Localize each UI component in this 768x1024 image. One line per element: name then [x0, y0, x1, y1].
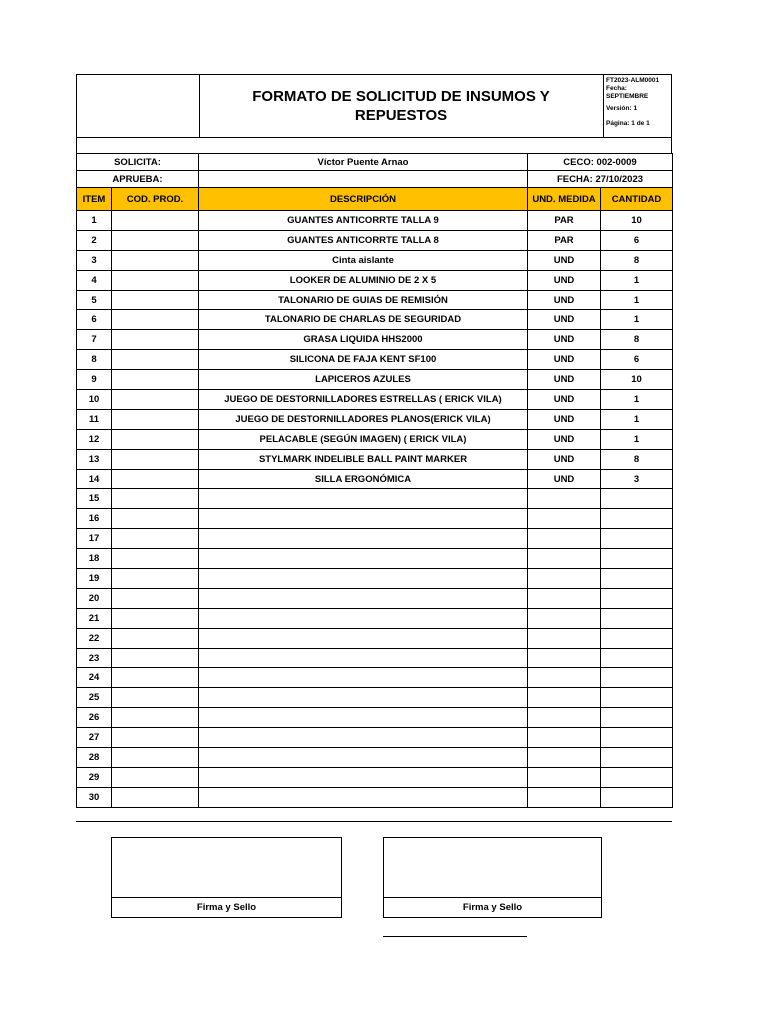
cell-und-medida: UND: [528, 390, 601, 410]
table-row: [77, 489, 673, 509]
cell-cantidad: [601, 668, 673, 688]
table-row: [77, 250, 673, 270]
cell-descripcion: SILICONA DE FAJA KENT SF100: [199, 350, 528, 370]
cell-item-number: 14: [77, 469, 112, 489]
cell-cantidad: [601, 748, 673, 768]
cell-item-number: 2: [77, 230, 112, 250]
cell-descripcion: LAPICEROS AZULES: [199, 370, 528, 390]
table-row: [77, 648, 673, 668]
table-row: [77, 390, 673, 410]
table-row: [77, 350, 673, 370]
cell-cod-prod: [112, 569, 199, 589]
cell-und-medida: [528, 549, 601, 569]
table-row: [77, 230, 673, 250]
cell-descripcion: Cinta aislante: [199, 250, 528, 270]
cell-cod-prod: [112, 509, 199, 529]
cell-und-medida: UND: [528, 469, 601, 489]
cell-cod-prod: [112, 290, 199, 310]
cell-descripcion: [199, 628, 528, 648]
table-row: [77, 529, 673, 549]
cell-cantidad: [601, 648, 673, 668]
cell-descripcion: [199, 688, 528, 708]
cell-descripcion: [199, 787, 528, 807]
solicita-row: [77, 154, 673, 171]
document-header: [76, 74, 672, 138]
fecha-value-cell: FECHA: 27/10/2023: [528, 171, 673, 188]
cell-descripcion: GRASA LIQUIDA HHS2000: [199, 330, 528, 350]
cell-cantidad: [601, 688, 673, 708]
cell-descripcion: [199, 569, 528, 589]
cell-item-number: 24: [77, 668, 112, 688]
document-code: FT2023-ALM0001: [606, 77, 660, 84]
cell-cantidad: [601, 708, 673, 728]
cell-und-medida: UND: [528, 449, 601, 469]
cell-item-number: 4: [77, 270, 112, 290]
cell-cantidad: [601, 767, 673, 787]
cell-item-number: 25: [77, 688, 112, 708]
cell-descripcion: LOOKER DE ALUMINIO DE 2 X 5: [199, 270, 528, 290]
column-header-descripcion: DESCRIPCIÓN: [199, 188, 528, 211]
cell-item-number: 7: [77, 330, 112, 350]
cell-und-medida: UND: [528, 310, 601, 330]
column-header-item: ITEM: [77, 188, 112, 211]
cell-und-medida: UND: [528, 290, 601, 310]
cell-item-number: 17: [77, 529, 112, 549]
cell-descripcion: [199, 767, 528, 787]
cell-cantidad: [601, 509, 673, 529]
table-row: [77, 211, 673, 231]
cell-und-medida: [528, 767, 601, 787]
cell-cantidad: 6: [601, 230, 673, 250]
table-row: [77, 290, 673, 310]
cell-item-number: 16: [77, 509, 112, 529]
cell-cantidad: 1: [601, 429, 673, 449]
table-header-row: [77, 188, 673, 211]
header-spacer: [76, 138, 672, 153]
cell-descripcion: JUEGO DE DESTORNILLADORES ESTRELLAS ( ERICK VILA): [199, 390, 528, 410]
cell-descripcion: [199, 668, 528, 688]
version-text: Versión: 1: [606, 105, 638, 112]
cell-cantidad: [601, 529, 673, 549]
cell-descripcion: [199, 529, 528, 549]
cell-cod-prod: [112, 250, 199, 270]
cell-cod-prod: [112, 449, 199, 469]
cell-cantidad: 1: [601, 270, 673, 290]
cell-und-medida: UND: [528, 330, 601, 350]
cell-und-medida: PAR: [528, 211, 601, 231]
cell-und-medida: [528, 708, 601, 728]
cell-item-number: 12: [77, 429, 112, 449]
cell-item-number: 26: [77, 708, 112, 728]
table-row: [77, 628, 673, 648]
cell-descripcion: [199, 708, 528, 728]
table-row: [77, 310, 673, 330]
cell-und-medida: [528, 688, 601, 708]
cell-descripcion: [199, 748, 528, 768]
cell-und-medida: UND: [528, 370, 601, 390]
cell-cantidad: 8: [601, 250, 673, 270]
cell-cod-prod: [112, 390, 199, 410]
table-row: [77, 469, 673, 489]
cell-cod-prod: [112, 409, 199, 429]
cell-und-medida: [528, 748, 601, 768]
cell-und-medida: UND: [528, 429, 601, 449]
cell-und-medida: PAR: [528, 230, 601, 250]
cell-und-medida: UND: [528, 409, 601, 429]
cell-cod-prod: [112, 270, 199, 290]
table-row: [77, 449, 673, 469]
cell-descripcion: GUANTES ANTICORRTE TALLA 9: [199, 211, 528, 231]
cell-cod-prod: [112, 211, 199, 231]
cell-descripcion: PELACABLE (SEGÚN IMAGEN) ( ERICK VILA): [199, 429, 528, 449]
cell-cantidad: 10: [601, 211, 673, 231]
table-row: [77, 370, 673, 390]
cell-item-number: 22: [77, 628, 112, 648]
column-header-und-medida: UND. MEDIDA: [528, 188, 601, 211]
cell-cod-prod: [112, 628, 199, 648]
table-row: [77, 509, 673, 529]
cell-und-medida: UND: [528, 250, 601, 270]
cell-cod-prod: [112, 469, 199, 489]
cell-und-medida: [528, 588, 601, 608]
cell-und-medida: [528, 509, 601, 529]
signature-line: [383, 936, 527, 937]
cell-item-number: 27: [77, 728, 112, 748]
cell-cod-prod: [112, 648, 199, 668]
cell-descripcion: JUEGO DE DESTORNILLADORES PLANOS(ERICK VILA): [199, 409, 528, 429]
table-row: [77, 608, 673, 628]
cell-cantidad: 1: [601, 390, 673, 410]
cell-und-medida: [528, 648, 601, 668]
cell-cod-prod: [112, 728, 199, 748]
cell-und-medida: [528, 489, 601, 509]
cell-cantidad: [601, 489, 673, 509]
table-row: [77, 330, 673, 350]
signature-area: [112, 838, 341, 898]
cell-cod-prod: [112, 688, 199, 708]
cell-cod-prod: [112, 370, 199, 390]
cell-descripcion: [199, 588, 528, 608]
cell-cod-prod: [112, 529, 199, 549]
cell-cod-prod: [112, 230, 199, 250]
table-row: [77, 549, 673, 569]
cell-descripcion: TALONARIO DE GUIAS DE REMISIÓN: [199, 290, 528, 310]
cell-cantidad: 1: [601, 310, 673, 330]
cell-item-number: 30: [77, 787, 112, 807]
cell-cantidad: 8: [601, 449, 673, 469]
cell-cantidad: 3: [601, 469, 673, 489]
signature-label: Firma y Sello: [196, 902, 257, 913]
cell-cantidad: [601, 787, 673, 807]
cell-cantidad: [601, 608, 673, 628]
cell-item-number: 20: [77, 588, 112, 608]
cell-und-medida: [528, 529, 601, 549]
cell-item-number: 5: [77, 290, 112, 310]
cell-und-medida: UND: [528, 270, 601, 290]
document-title: FORMATO DE SOLICITUD DE INSUMOS Y REPUESTOS: [252, 88, 550, 124]
cell-cod-prod: [112, 708, 199, 728]
table-row: [77, 787, 673, 807]
cell-cod-prod: [112, 310, 199, 330]
cell-descripcion: [199, 608, 528, 628]
cell-descripcion: [199, 489, 528, 509]
cell-und-medida: UND: [528, 350, 601, 370]
table-row: [77, 708, 673, 728]
table-row: [77, 270, 673, 290]
cell-cod-prod: [112, 549, 199, 569]
cell-descripcion: STYLMARK INDELIBLE BALL PAINT MARKER: [199, 449, 528, 469]
table-row: [77, 668, 673, 688]
cell-und-medida: [528, 608, 601, 628]
cell-item-number: 6: [77, 310, 112, 330]
cell-und-medida: [528, 628, 601, 648]
cell-cod-prod: [112, 748, 199, 768]
cell-cantidad: [601, 628, 673, 648]
cell-und-medida: [528, 668, 601, 688]
cell-cod-prod: [112, 350, 199, 370]
cell-cod-prod: [112, 767, 199, 787]
cell-item-number: 3: [77, 250, 112, 270]
page-text: Página: 1 de 1: [606, 120, 650, 127]
cell-und-medida: [528, 728, 601, 748]
cell-descripcion: [199, 549, 528, 569]
cell-item-number: 11: [77, 409, 112, 429]
solicita-value: Víctor Puente Arnao: [199, 154, 528, 171]
cell-item-number: 1: [77, 211, 112, 231]
cell-cod-prod: [112, 330, 199, 350]
table-row: [77, 748, 673, 768]
signature-box-left: [111, 837, 342, 918]
request-info: [76, 153, 673, 188]
cell-cod-prod: [112, 668, 199, 688]
table-row: [77, 429, 673, 449]
cell-item-number: 19: [77, 569, 112, 589]
cell-descripcion: GUANTES ANTICORRTE TALLA 8: [199, 230, 528, 250]
cell-item-number: 21: [77, 608, 112, 628]
cell-item-number: 10: [77, 390, 112, 410]
document-meta: [603, 75, 671, 137]
cell-descripcion: TALONARIO DE CHARLAS DE SEGURIDAD: [199, 310, 528, 330]
cell-cod-prod: [112, 608, 199, 628]
aprueba-value: [199, 171, 528, 188]
table-row: [77, 688, 673, 708]
cell-cod-prod: [112, 588, 199, 608]
aprueba-label: APRUEBA:: [77, 171, 199, 188]
table-row: [77, 728, 673, 748]
signature-box-right: [383, 837, 602, 918]
cell-cantidad: 8: [601, 330, 673, 350]
cell-und-medida: [528, 569, 601, 589]
cell-descripcion: SILLA ERGONÓMICA: [199, 469, 528, 489]
cell-item-number: 28: [77, 748, 112, 768]
cell-cantidad: 1: [601, 290, 673, 310]
cell-und-medida: [528, 787, 601, 807]
cell-cantidad: [601, 588, 673, 608]
aprueba-row: [77, 171, 673, 188]
cell-item-number: 18: [77, 549, 112, 569]
cell-item-number: 29: [77, 767, 112, 787]
cell-descripcion: [199, 728, 528, 748]
column-header-cantidad: CANTIDAD: [601, 188, 673, 211]
cell-cantidad: [601, 728, 673, 748]
cell-item-number: 8: [77, 350, 112, 370]
cell-cantidad: [601, 569, 673, 589]
cell-cantidad: 6: [601, 350, 673, 370]
cell-item-number: 15: [77, 489, 112, 509]
cell-cantidad: 1: [601, 409, 673, 429]
cell-item-number: 13: [77, 449, 112, 469]
solicita-label: SOLICITA:: [77, 154, 199, 171]
cell-cantidad: [601, 549, 673, 569]
column-header-cod-prod: COD. PROD.: [112, 188, 199, 211]
ceco-value: CECO: 002-0009: [528, 154, 673, 171]
separator-line: [76, 821, 672, 822]
cell-descripcion: [199, 509, 528, 529]
cell-descripcion: [199, 648, 528, 668]
signature-label: Firma y Sello: [462, 902, 523, 913]
cell-item-number: 9: [77, 370, 112, 390]
table-row: [77, 588, 673, 608]
logo-area: [77, 75, 200, 137]
cell-item-number: 23: [77, 648, 112, 668]
cell-cod-prod: [112, 429, 199, 449]
cell-cod-prod: [112, 489, 199, 509]
signature-area: [384, 838, 601, 898]
table-row: [77, 409, 673, 429]
fecha-value: SEPTIEMBRE: [606, 93, 649, 100]
cell-cantidad: 10: [601, 370, 673, 390]
fecha-label: Fecha:: [606, 85, 627, 92]
cell-cod-prod: [112, 787, 199, 807]
table-row: [77, 569, 673, 589]
items-table: [76, 187, 673, 808]
table-row: [77, 767, 673, 787]
